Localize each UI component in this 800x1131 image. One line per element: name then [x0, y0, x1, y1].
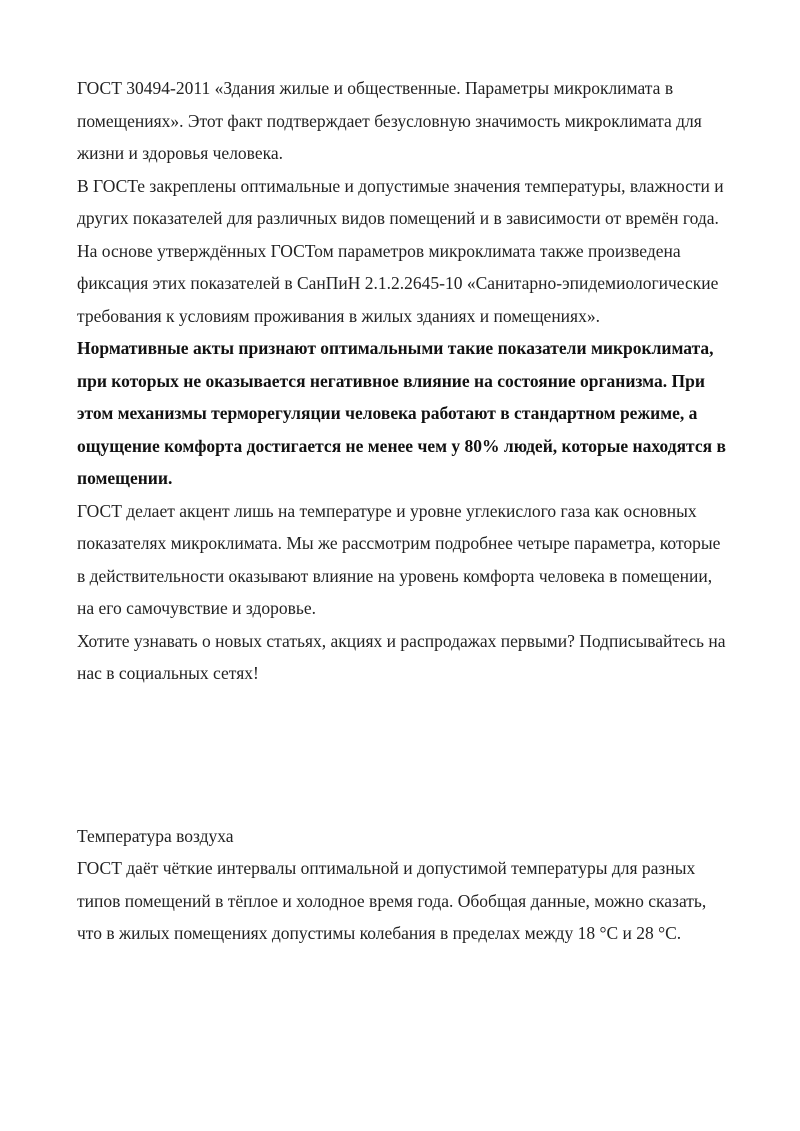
paragraph-gost-accent: ГОСТ делает акцент лишь на температуре и уровне углекислого газа как основных показателях микроклимата. Мы же рассмотрим подробнее четыре параметра, которые в действительности оказывают влияние на уровень комфорта человека в помещении, на его самочувствие и здоровье.: [77, 500, 721, 618]
paragraph-subscribe: Хотите узнавать о новых статьях, акциях и распродажах первыми? Подписывайтесь на нас в социальных сетях!: [77, 630, 726, 683]
paragraph-normative-acts: Нормативные акты признают оптимальными такие показатели микроклимата, при которых не оказывается негативное влияние на состояние организма. При этом механизмы терморегуляции человека работают в стандартном режиме, а ощущение комфорта достигается не менее чем у 80% людей, которые находятся в помещении.: [77, 338, 726, 488]
paragraph-gost-intro: ГОСТ 30494-2011 «Здания жилые и общественные. Параметры микроклимата в помещениях». Этот факт подтверждает безусловную значимость микроклимата для жизни и здоровья человека.: [77, 78, 702, 163]
paragraph-temperature-intervals: ГОСТ даёт чёткие интервалы оптимальной и допустимой температуры для разных типов помещений в тёплое и холодное время года. Обобщая данные, можно сказать, что в жилых помещениях допустимы колебания в пределах между 18 °C и 28 °C.: [77, 858, 707, 943]
section-spacer: [77, 690, 727, 820]
section-heading-air-temperature: Температура воздуха: [77, 825, 234, 846]
paragraph-gost-values: В ГОСТе закреплены оптимальные и допустимые значения температуры, влажности и других показателей для различных видов помещений и в зависимости от времён года. На основе утверждённых ГОСТом параметров микроклимата также произведена фиксация этих показателей в СанПиН 2.1.2.2645-10 «Санитарно-эпидемиологические требования к условиям проживания в жилых зданиях и помещениях».: [77, 175, 724, 326]
document-body: [77, 72, 727, 950]
